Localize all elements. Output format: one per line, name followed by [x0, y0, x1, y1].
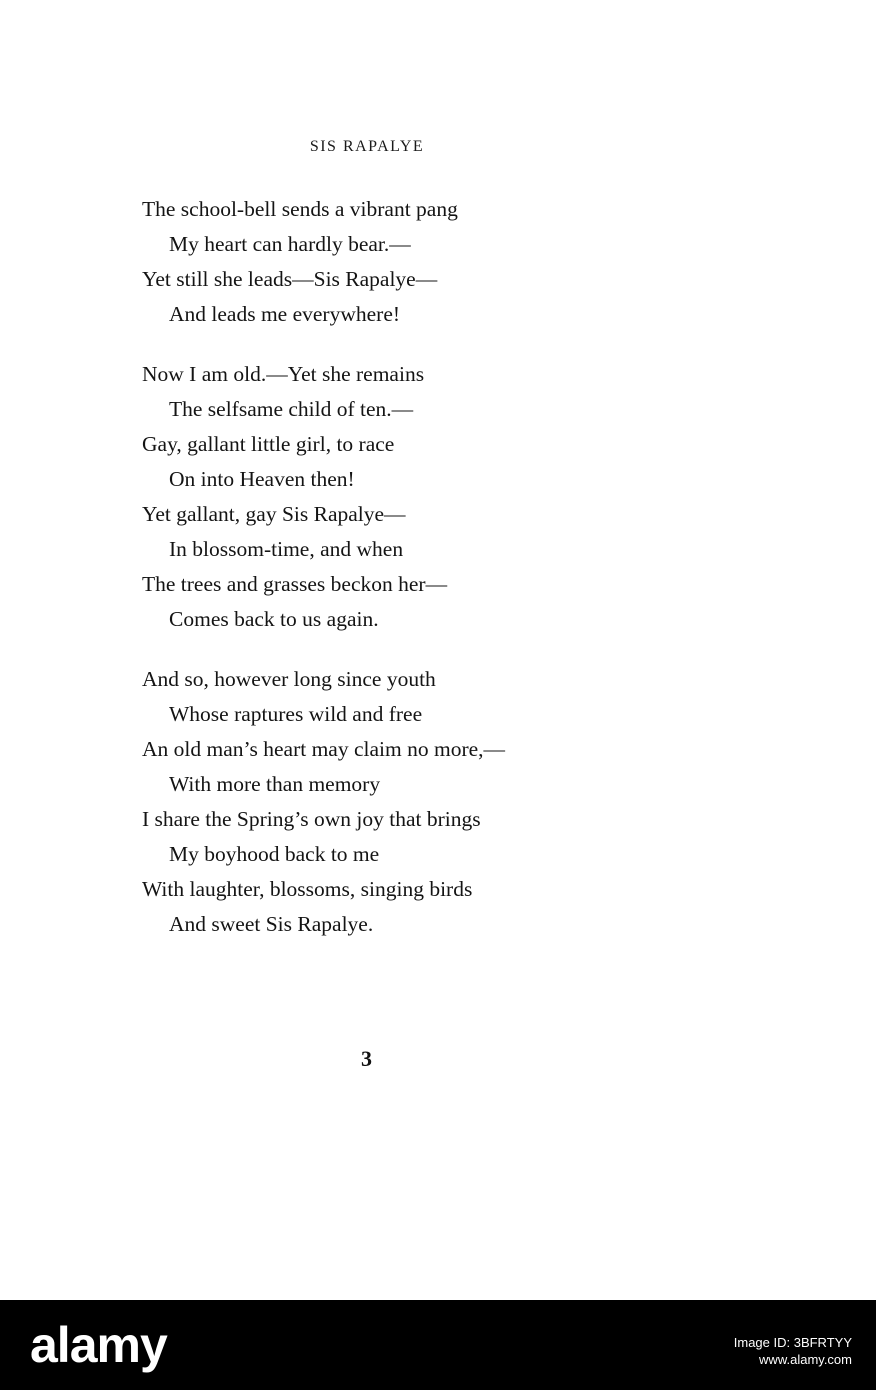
- poem-line: Whose raptures wild and free: [169, 702, 423, 726]
- poem-line: Yet gallant, gay Sis Rapalye—: [142, 502, 406, 526]
- poem-line: The trees and grasses beckon her—: [142, 572, 448, 596]
- poem-line: With more than memory: [169, 772, 381, 796]
- stanza: [142, 192, 762, 332]
- poem-line: In blossom-time, and when: [169, 537, 404, 561]
- poem-line: Yet still she leads—Sis Rapalye—: [142, 267, 438, 291]
- alamy-logo: alamy: [30, 1317, 167, 1373]
- running-head: SIS RAPALYE: [309, 138, 425, 155]
- poem-line: My boyhood back to me: [169, 842, 380, 866]
- poem-line: With laughter, blossoms, singing birds: [142, 877, 473, 901]
- image-id: Image ID: 3BFRTYY: [733, 1335, 852, 1350]
- poem-line: Comes back to us again.: [169, 607, 379, 631]
- stanza: [142, 662, 762, 942]
- image-reference: [734, 1334, 852, 1368]
- poem-line: The school-bell sends a vibrant pang: [142, 197, 458, 221]
- poem-line: I share the Spring’s own joy that brings: [142, 807, 481, 831]
- poem-line: The selfsame child of ten.—: [169, 397, 414, 421]
- poem-line: And leads me everywhere!: [169, 302, 401, 326]
- watermark-footer: [0, 1300, 876, 1390]
- poem-line: An old man’s heart may claim no more,—: [142, 737, 506, 761]
- poem-line: And sweet Sis Rapalye.: [169, 912, 374, 936]
- poem-line: Gay, gallant little girl, to race: [142, 432, 395, 456]
- site-url: www.alamy.com: [759, 1352, 852, 1367]
- poem-line: And so, however long since youth: [142, 667, 436, 691]
- page-number: 3: [361, 1046, 372, 1071]
- poem-line: On into Heaven then!: [169, 467, 355, 491]
- stanza: [142, 357, 762, 637]
- poem-line: Now I am old.—Yet she remains: [142, 362, 425, 386]
- poem-line: My heart can hardly bear.—: [169, 232, 411, 256]
- poem: [142, 192, 762, 942]
